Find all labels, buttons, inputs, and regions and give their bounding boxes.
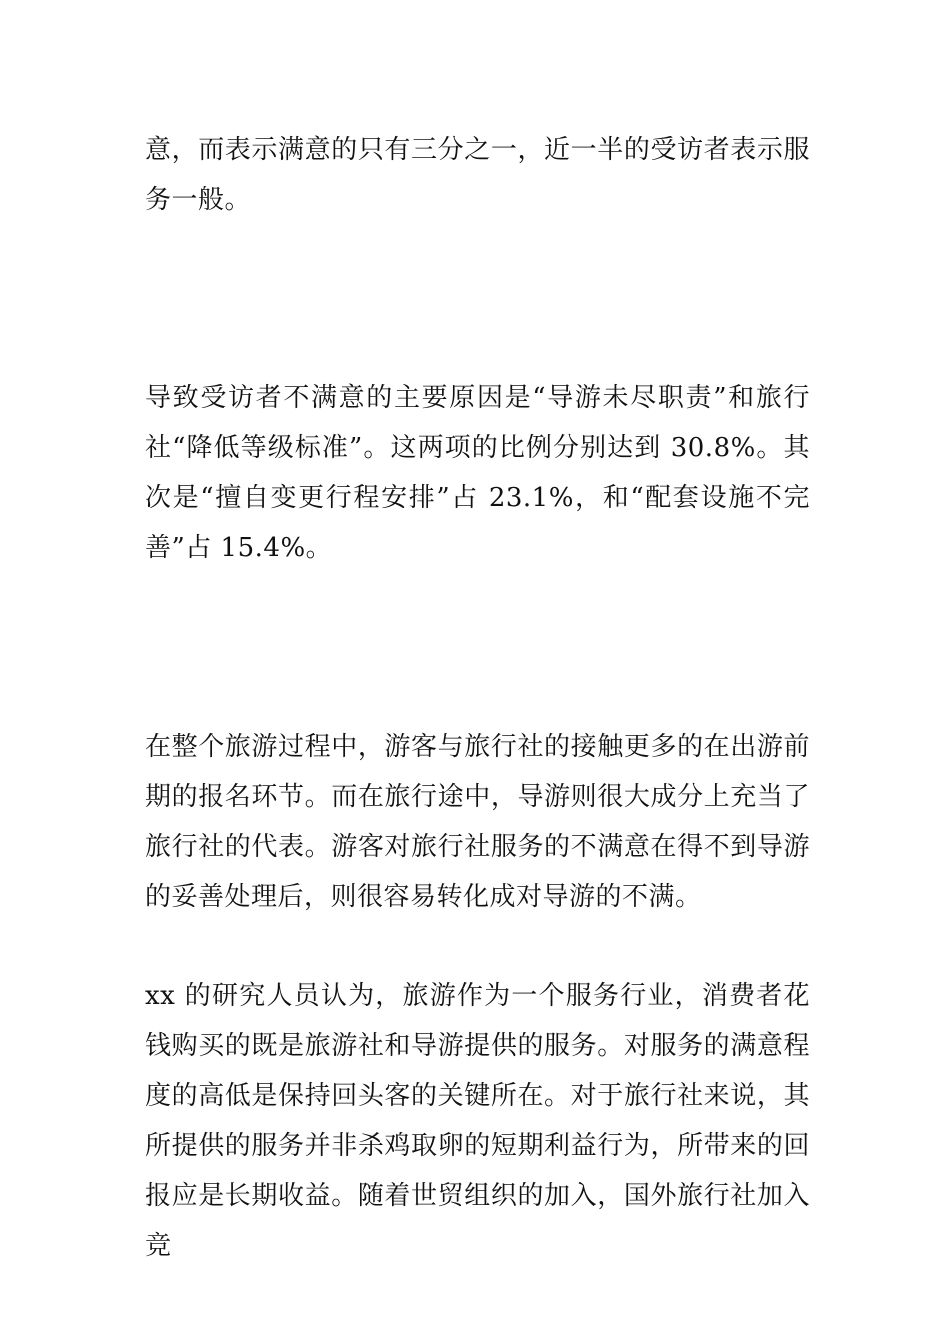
paragraph-dissatisfaction-reasons: 导致受访者不满意的主要原因是“导游未尽职责”和旅行社“降低等级标准”。这两项的比例分别达到 30.8%。其次是“擅自变更行程安排”占 23.1%，和“配套设施不完善”占 15.4%。 <box>145 383 810 563</box>
paragraph-researcher-view: xx 的研究人员认为，旅游作为一个服务行业，消费者花钱购买的既是旅游社和导游提供的服务。对服务的满意程度的高低是保持回头客的关键所在。对于旅行社来说，其所提供的服务并非杀鸡取卵的短期利益行为，所带来的回报应是长期收益。随着世贸组织的加入，国外旅行社加入竞 <box>145 981 810 1261</box>
paragraph-tour-contact: 在整个旅游过程中，游客与旅行社的接触更多的在出游前期的报名环节。而在旅行途中，导游则很大成分上充当了旅行社的代表。游客对旅行社服务的不满意在得不到导游的妥善处理后，则很容易转化成对导游的不满。 <box>145 732 810 912</box>
paragraph-satisfaction-summary: 意，而表示满意的只有三分之一，近一半的受访者表示服务一般。 <box>145 135 810 215</box>
